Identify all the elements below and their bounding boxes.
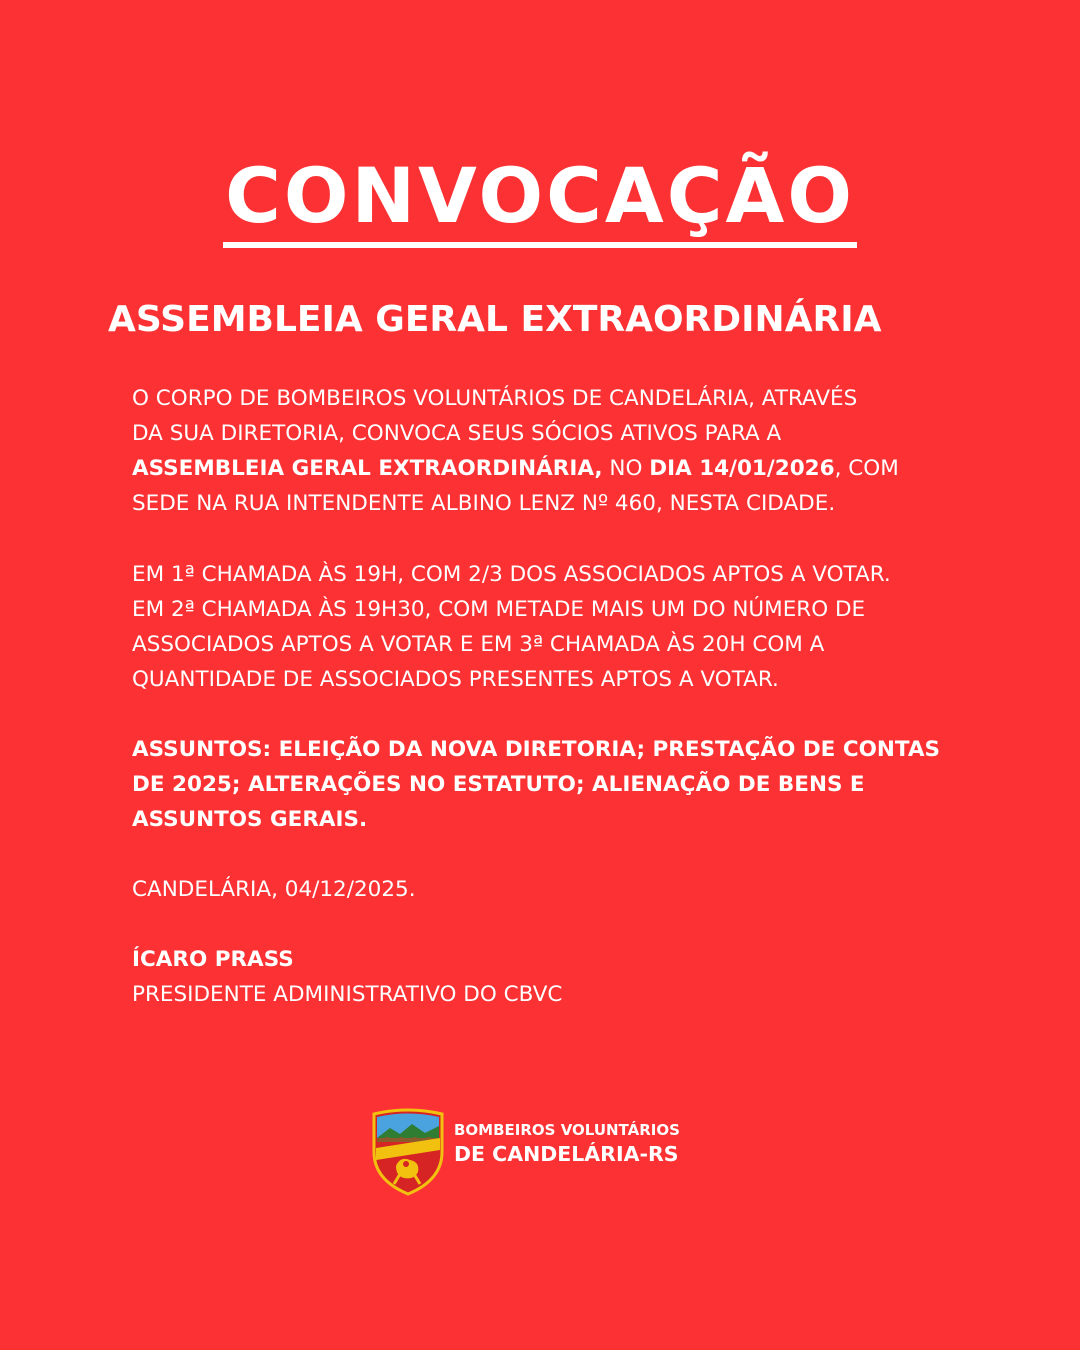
signatory-name: ÍCARO PRASS [132,947,294,972]
calls-paragraph [132,557,1032,697]
signature-block [132,942,1032,1012]
paragraph-line: ASSUNTOS: ELEIÇÃO DA NOVA DIRETORIA; PRESTAÇÃO DE CONTAS [132,737,941,762]
logo-text [454,1120,680,1168]
fire-brigade-shield-icon [370,1108,446,1196]
brand-logo [370,1108,700,1198]
paragraph-line: DA SUA DIRETORIA, CONVOCA SEUS SÓCIOS ATIVOS PARA A [132,421,782,446]
logo-line-2: DE CANDELÁRIA-RS [454,1142,679,1166]
page-subtitle: ASSEMBLEIA GERAL EXTRAORDINÁRIA [108,299,882,340]
paragraph-line: SEDE NA RUA INTENDENTE ALBINO LENZ Nº 460, NESTA CIDADE. [132,491,836,516]
connector-text: NO [602,456,650,481]
convocation-paragraph [132,381,1032,521]
paragraph-line: ASSOCIADOS APTOS A VOTAR E EM 3ª CHAMADA ÀS 20H COM A [132,632,825,657]
paragraph-line: QUANTIDADE DE ASSOCIADOS PRESENTES APTOS A VOTAR. [132,667,779,692]
paragraph-line-mixed [132,451,1032,486]
paragraph-line: O CORPO DE BOMBEIROS VOLUNTÁRIOS DE CANDELÁRIA, ATRAVÉS [132,386,858,411]
paragraph-line: EM 1ª CHAMADA ÀS 19H, COM 2/3 DOS ASSOCIADOS APTOS A VOTAR. [132,562,891,587]
paragraph-line: ASSUNTOS GERAIS. [132,807,368,832]
title-wrapper [0,150,1080,248]
assembly-name-bold: ASSEMBLEIA GERAL EXTRAORDINÁRIA, [132,456,603,481]
date-line: CANDELÁRIA, 04/12/2025. [132,877,416,902]
subjects-paragraph [132,732,1032,837]
signatory-role: PRESIDENTE ADMINISTRATIVO DO CBVC [132,982,563,1007]
assembly-date-bold: DIA 14/01/2026 [649,456,835,481]
logo-line-1: BOMBEIROS VOLUNTÁRIOS [454,1121,680,1139]
connector-text: , COM [834,456,899,481]
page-title: CONVOCAÇÃO [223,150,857,248]
paragraph-line: EM 2ª CHAMADA ÀS 19H30, COM METADE MAIS UM DO NÚMERO DE [132,597,866,622]
paragraph-line: DE 2025; ALTERAÇÕES NO ESTATUTO; ALIENAÇÃO DE BENS E [132,772,865,797]
